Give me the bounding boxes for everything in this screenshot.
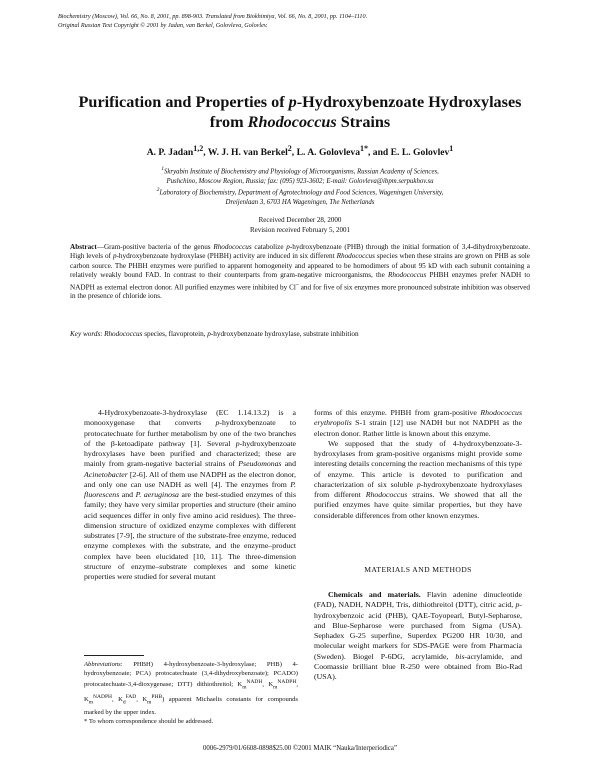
journal-header bbox=[58, 12, 538, 30]
journal-header-line2: Original Russian Text Copyright © 2001 by Jadan, van Berkel, Golovleva, Golovlev. bbox=[58, 22, 268, 29]
body-column-right bbox=[314, 408, 522, 521]
keywords: Key words: Rhodococcus species, flavoprotein, p-hydroxybenzoate hydroxylase, substrate inhibition bbox=[70, 330, 359, 338]
footnotes bbox=[84, 660, 298, 726]
article-title: Purification and Properties of p-Hydroxybenzoate Hydroxylases from Rhodococcus Strains bbox=[78, 93, 522, 131]
author-list: A. P. Jadan$^{1,2}$, W. J. H. van Berkel$^2$, L. A. Golovleva$^{1*}$, and E. L. Golovlev$^1$ bbox=[146, 144, 454, 159]
copyright-line: 0006-2979/01/6608-0898$25.00 ©2001 MAIK “Nauka/Interperiodica” bbox=[203, 745, 397, 752]
abbreviations-footnote: Abbreviations: PHBH) 4-hydroxybenzoate-3-hydroxylase; PHB) 4-hydroxybenzoate; PCA) protocatechuate (3,4-dihydroxybenzoate); PCADO) protocatechuate-3,4-dioxygenase; DTT) dithiothreitol; $K_m^{NADH}$, $K_m^{NADPH}$, $K_m^{NADPH}$, $K_d^{FAD}$, $K_m^{PHB}$) apparent Michaelis constants for compounds marked by the upper index. bbox=[84, 661, 299, 716]
body-column-left bbox=[84, 408, 296, 582]
correspondence-footnote: * To whom correspondence should be addressed. bbox=[84, 718, 214, 726]
intro-paragraph: 4-Hydroxybenzoate-3-hydroxylase (EC 1.14.13.2) is a monooxygenase that converts p-hydroxybenzoate to protocatechuate for further metabolism by one of the two branches of the β-ketoadipate pathway [1]. Several p-hydroxybenzoate hydroxylases have been purified and characterized; these are mainly from gram-negative bacterial strains of Pseudomonas and Acinetobacter [2-6]. All of them use NADPH as the electron donor, and only one can use NADH as well [4]. The enzymes from P. fluorescens and P. aeruginosa are the best-studied enzymes of this family; they have very similar properties and structure (their amino acid sequences differ in only five amino acid residues). The three-dimension structure of oxidized enzyme complexes with different substrates [7-9], the structure of the substrate-free enzyme, reduced enzyme complexes with the substrate, and the enzyme–product complex have been elucidated [10, 11]. The three-dimension structure of enzyme–substrate complexes and some kinetic properties were studied for several mutant bbox=[84, 408, 296, 581]
intro-continuation: forms of this enzyme. PHBH from gram-positive Rhodococcus erythropolis S-1 strain [12] use NADH but not NADPH as the electron donor. Rather little is known about this enzyme. bbox=[314, 408, 522, 438]
received-dates: Received December 28, 2000 Revision received February 5, 2001 bbox=[249, 216, 351, 234]
materials-paragraph: Chemicals and materials. Flavin adenine dinucleotide (FAD), NADH, NADPH, Tris, dithiothreitol (DTT), citric acid, p-hydroxybenzoic acid (PHB), QAE-Toyopearl, Butyl-Sepharose, and Blue-Sepharose were purchased from Sigma (USA). Sephadex G-25 superfine, Superdex PG200 HR 10/30, and molecular weight markers for SDS-PAGE were from Pharmacia (Sweden). Biogel P-6DG, acrylamide, bis-acrylamide, and Coomassie brilliant blue R-250 were obtained from Bio-Rad (USA). bbox=[314, 590, 522, 681]
journal-header-line1: Biochemistry (Moscow), Vol. 66, No. 8, 2001, pp. 898-903. Translated from Biokhimiya, Vol. 66, No. 8, 2001, pp. 1104–1110. bbox=[58, 13, 368, 20]
abstract: Abstract—Gram-positive bacteria of the genus Rhodococcus catabolize p-hydroxybenzoate (PHB) through the initial formation of 3,4-dihydroxybenzoate. High levels of p-hydroxybenzoate hydroxylase (PHBH) activity are induced in six different Rhodococcus species when these strains are grown on PHB as sole carbon source. The PHBH enzymes were purified to apparent homogeneity and appeared to be homodimers of about 95 kD with each subunit containing a relatively weakly bound FAD. In contrast to their counterparts from gram-negative microorganisms, the Rhodococcus PHBH enzymes prefer NADH to NADPH as external electron donor. All purified enzymes were inhibited by Cl– and for five of six enzymes more pronounced substrate inhibition was observed in the presence of chloride ions. bbox=[70, 243, 531, 301]
aim-paragraph: We supposed that the study of 4-hydroxybenzoate-3-hydroxylases from gram-positive organisms might provide some interesting details concerning the reaction mechanisms of this type of enzyme. This article is devoted to purification and characterization of six soluble p-hydroxybenzoate hydroxylases from different Rhodococcus strains. We showed that all the purified enzymes have quite similar properties, but they have considerable differences from other known enzymes. bbox=[314, 438, 522, 520]
affiliations: $^1$Skryabin Institute of Biochemistry and Physiology of Microorganisms, Russian Academy of Sciences, Pushchino, Moscow Region, Russia; fax: (095) 923-3602; E-mail: Golovleva@ibpm.serpukhov.su $^2$Laboratory of Biochemistry, Department of Agrotechnology and Food Sciences, Wageningen University, Dreijenlaan 3, 6703 HA Wageningen, The Netherlands bbox=[156, 166, 444, 207]
section-heading: MATERIALS AND METHODS bbox=[364, 565, 472, 574]
footnote-divider bbox=[84, 655, 144, 656]
